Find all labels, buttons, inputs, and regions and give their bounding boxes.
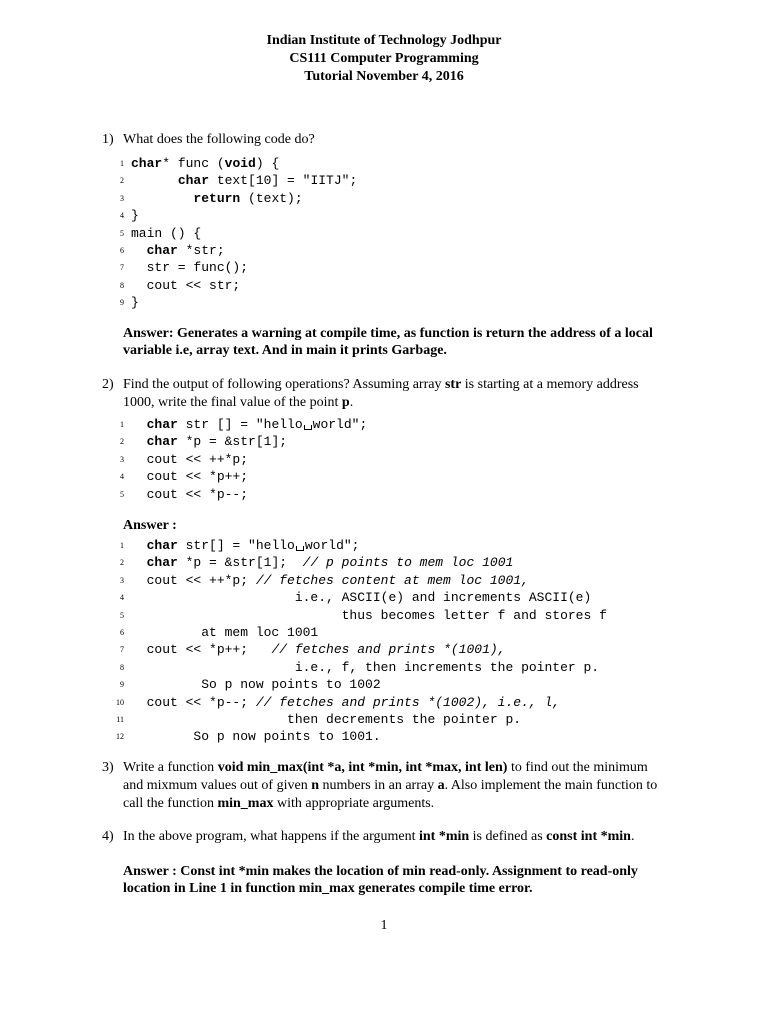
code-token: * func ( — [162, 156, 225, 171]
q2-answer-label: Answer : — [123, 518, 177, 533]
document-header — [0, 32, 768, 86]
code-line — [110, 433, 670, 450]
institute-name: Indian Institute of Technology Jodhpur — [266, 33, 502, 48]
code-token: world"; — [312, 417, 368, 432]
q2-code-listing — [110, 416, 670, 503]
code-token: So p now points to 1001. — [131, 729, 381, 745]
line-number: 7 — [120, 645, 124, 655]
code-token: *str; — [177, 242, 225, 258]
text-run: is starting at a memory address 1000, write the final value of the point — [123, 377, 639, 410]
code-token — [131, 555, 147, 570]
line-number: 1 — [120, 420, 124, 429]
code-text — [131, 451, 248, 468]
text-run: . Also implement the main function to call the function — [123, 778, 658, 811]
code-line — [110, 589, 670, 606]
code-token: } — [131, 208, 139, 224]
bold-term: str — [444, 377, 462, 392]
question-1 — [102, 131, 662, 149]
code-comment: // fetches and prints *(1001), — [271, 642, 506, 658]
visible-space-icon — [296, 546, 304, 551]
question-4 — [102, 828, 662, 846]
code-text — [131, 207, 139, 224]
code-line — [110, 607, 670, 624]
code-text — [131, 572, 529, 589]
line-number: 1 — [120, 159, 124, 168]
code-line — [110, 451, 670, 468]
code-line — [110, 207, 670, 224]
question-text — [123, 759, 662, 813]
code-line — [110, 572, 670, 589]
line-number: 9 — [120, 680, 124, 690]
line-number: 5 — [120, 489, 124, 499]
code-text — [131, 190, 303, 207]
code-token: thus becomes letter f and stores f — [131, 607, 607, 623]
code-token: i.e., ASCII(e) and increments ASCII(e) — [131, 590, 592, 606]
code-text — [131, 486, 248, 503]
code-token: cout << *p++; — [131, 642, 272, 658]
code-line — [110, 225, 670, 242]
code-line — [110, 486, 670, 503]
code-text — [131, 225, 201, 242]
code-line — [110, 172, 670, 189]
code-token — [131, 538, 147, 553]
keyword: char — [146, 538, 178, 553]
question-number: 3) — [102, 760, 114, 775]
bold-term: a — [437, 778, 445, 793]
code-token: cout << *p++; — [131, 469, 249, 485]
code-text — [131, 641, 505, 658]
line-number: 10 — [116, 697, 124, 707]
keyword: char — [146, 242, 178, 258]
q4-answer: Answer : Const int *min makes the location of min read-only. Assignment to read-only location in Line 1 in function min_max generates compile time error. — [123, 864, 638, 896]
code-text — [131, 433, 287, 450]
code-line — [110, 537, 670, 554]
code-line — [110, 728, 670, 745]
code-text — [131, 554, 513, 571]
q1-answer: Answer: Generates a warning at compile time, as function is return the address of a local variable i.e, array text. And in main it prints Garbage. — [123, 326, 653, 358]
text-run: Write a function — [123, 760, 218, 775]
question-text: What does the following code do? — [123, 132, 315, 147]
line-number: 12 — [116, 732, 124, 742]
code-token — [131, 417, 147, 432]
page-number: 1 — [380, 918, 388, 933]
function-signature: void min_max(int *a, int *min, int *max, int len) — [217, 760, 508, 775]
code-line — [110, 190, 670, 207]
q2-answer-code-listing — [110, 537, 670, 746]
code-token: cout << ++*p; — [131, 451, 249, 467]
line-number: 11 — [116, 714, 124, 724]
line-number: 9 — [120, 298, 124, 308]
tutorial-date: Tutorial November 4, 2016 — [304, 69, 464, 84]
line-number: 4 — [120, 211, 124, 221]
keyword: void — [224, 156, 256, 171]
code-comment: // p points to mem loc 1001 — [302, 555, 514, 571]
code-text — [131, 676, 381, 693]
code-token: i.e., f, then increments the pointer p. — [131, 659, 600, 675]
code-token: str [] = "hello — [177, 417, 303, 432]
code-token: cout << ++*p; — [131, 572, 256, 588]
line-number: 5 — [120, 228, 124, 238]
code-token: cout << *p--; — [131, 486, 249, 502]
code-token: at mem loc 1001 — [131, 624, 319, 640]
code-text — [131, 468, 248, 485]
course-title: CS111 Computer Programming — [289, 51, 479, 66]
code-text — [131, 728, 381, 745]
keyword: char — [131, 156, 163, 171]
question-2 — [102, 376, 662, 412]
code-text — [131, 294, 139, 311]
text-run: to find out the minimum and mixmum values out of given — [123, 760, 648, 793]
text-run: . — [349, 395, 354, 410]
code-text — [131, 172, 357, 189]
line-number: 4 — [120, 472, 124, 482]
line-number: 8 — [120, 280, 124, 290]
line-number: 2 — [120, 558, 124, 568]
code-token: *p = &str[1]; — [177, 434, 288, 450]
code-text — [131, 537, 359, 554]
text-run: numbers in an array — [319, 778, 438, 793]
line-number: 1 — [120, 541, 124, 550]
code-line — [110, 711, 670, 728]
text-run: with appropriate arguments. — [273, 796, 435, 811]
line-number: 2 — [120, 437, 124, 447]
code-line — [110, 468, 670, 485]
code-token: } — [131, 295, 139, 311]
code-token: ) { — [255, 156, 280, 171]
keyword: char — [146, 555, 178, 571]
text-run: is defined as — [469, 829, 547, 844]
code-text — [131, 155, 279, 172]
code-token: str[] = "hello — [177, 538, 295, 553]
question-text — [123, 828, 662, 846]
question-3 — [102, 759, 662, 813]
line-number: 8 — [120, 662, 124, 672]
bold-term: int *min — [418, 829, 470, 844]
code-token — [131, 191, 193, 206]
line-number: 6 — [120, 627, 124, 637]
visible-space-icon — [304, 425, 312, 430]
question-number: 2) — [102, 377, 114, 392]
code-token: main () { — [131, 225, 202, 241]
code-token: text[10] = "IITJ"; — [209, 173, 358, 189]
code-token: So p now points to 1002 — [131, 677, 381, 693]
keyword: char — [177, 173, 210, 189]
text-run: . — [630, 829, 635, 844]
code-text — [131, 607, 607, 624]
code-line — [110, 259, 670, 276]
code-text — [131, 242, 225, 259]
bold-term: p — [341, 395, 350, 410]
code-line — [110, 624, 670, 641]
code-line — [110, 694, 670, 711]
code-line — [110, 416, 670, 433]
code-text — [131, 416, 367, 433]
line-number: 2 — [120, 176, 124, 186]
bold-term: n — [311, 778, 319, 793]
code-token: str = func(); — [131, 260, 249, 276]
code-token: cout << *p--; — [131, 694, 256, 710]
bold-term: min_max — [217, 796, 274, 811]
text-run: In the above program, what happens if the argument — [123, 829, 419, 844]
code-token: then decrements the pointer p. — [131, 711, 522, 727]
code-line — [110, 554, 670, 571]
question-text — [123, 376, 662, 412]
bold-term: const int *min — [546, 829, 631, 844]
line-number: 3 — [120, 575, 124, 585]
q1-code-listing — [110, 155, 670, 312]
code-token: world"; — [304, 538, 360, 553]
code-line — [110, 641, 670, 658]
code-line — [110, 155, 670, 172]
code-comment: // fetches content at mem loc 1001, — [255, 572, 529, 588]
code-text — [131, 711, 521, 728]
code-token: *p = &str[1]; — [177, 555, 303, 571]
code-line — [110, 294, 670, 311]
code-token: cout << str; — [131, 277, 241, 293]
line-number: 3 — [120, 454, 124, 464]
code-line — [110, 676, 670, 693]
code-text — [131, 259, 248, 276]
code-line — [110, 242, 670, 259]
code-text — [131, 659, 599, 676]
question-number: 1) — [102, 132, 114, 147]
code-token — [131, 173, 178, 188]
line-number: 6 — [120, 245, 124, 255]
code-text — [131, 694, 560, 711]
question-number: 4) — [102, 829, 114, 844]
code-comment: // fetches and prints *(1002), i.e., l, — [255, 694, 561, 710]
code-text — [131, 624, 318, 641]
code-text — [131, 589, 591, 606]
keyword: return — [193, 190, 241, 206]
line-number: 4 — [120, 593, 124, 603]
keyword: char — [146, 417, 178, 432]
code-token: (text); — [240, 190, 303, 206]
code-line — [110, 277, 670, 294]
text-run: Find the output of following operations? Assuming array — [123, 377, 445, 392]
line-number: 3 — [120, 193, 124, 203]
line-number: 7 — [120, 263, 124, 273]
code-line — [110, 659, 670, 676]
code-text — [131, 277, 240, 294]
keyword: char — [146, 434, 178, 450]
code-token — [131, 434, 147, 449]
line-number: 5 — [120, 610, 124, 620]
code-token — [131, 243, 147, 258]
